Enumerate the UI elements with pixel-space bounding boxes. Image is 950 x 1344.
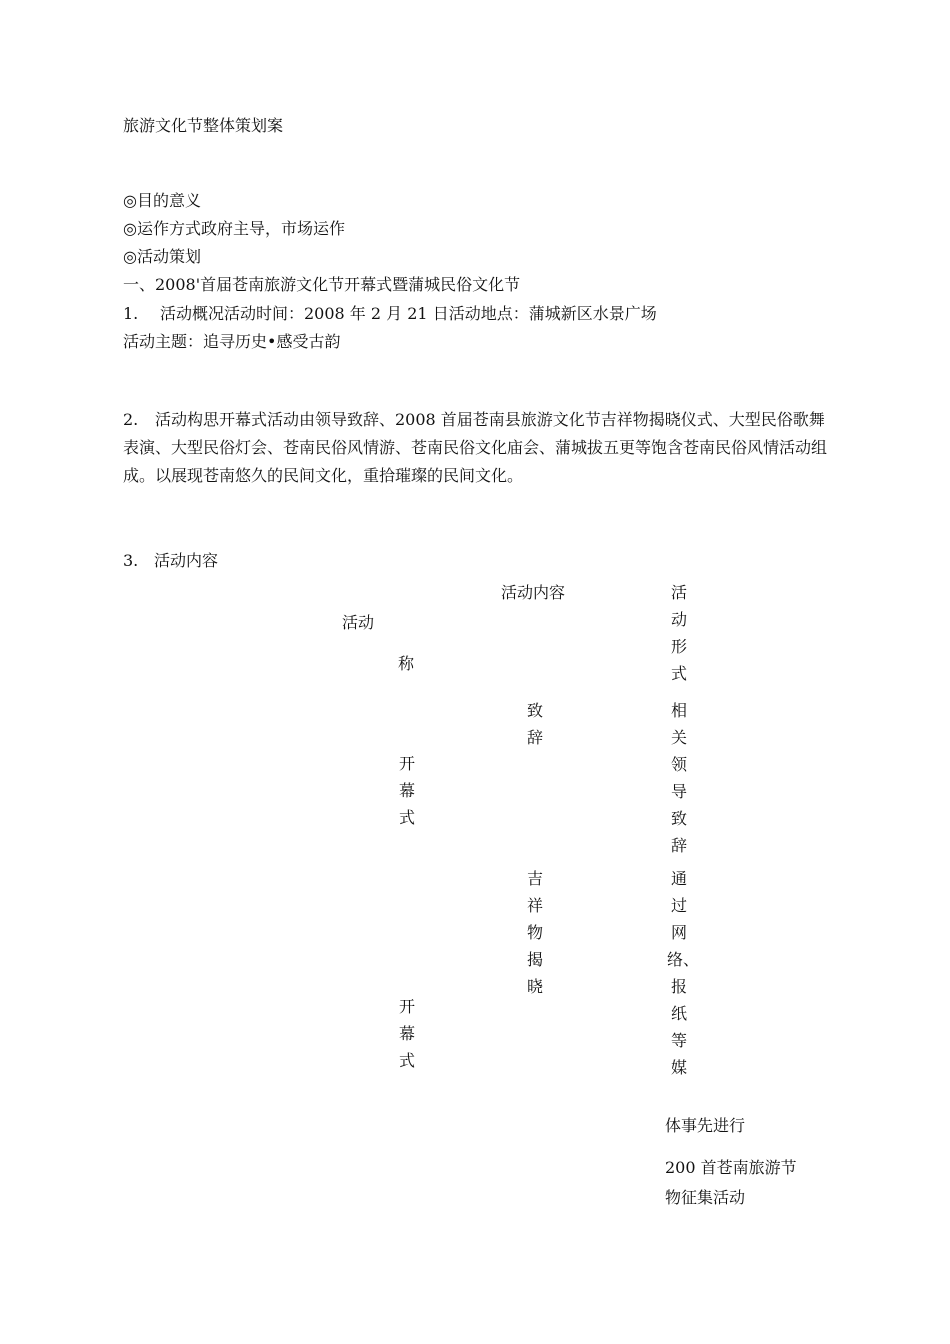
theme-line: 活动主题：追寻历史•感受古韵 xyxy=(123,332,341,351)
table-header-name-suffix: 称 xyxy=(398,654,415,673)
item-2-text: 活动构思开幕式活动由领导致辞、2008 首届苍南县旅游文化节吉祥物揭晓仪式、大型民俗歌舞表演、大型民俗灯会、苍南民俗风情游、苍南民俗文化庙会、蒲城拔五更等饱含苍南民俗风情活动组成。以展现苍南悠久的民间文化，重拾璀璨的民间文化。 xyxy=(123,410,828,485)
table-header-name: 活动 xyxy=(342,613,375,632)
page-title: 旅游文化节整体策划案 xyxy=(123,116,284,135)
bullet-planning: ◎活动策划 xyxy=(123,247,201,266)
row-2-form-line-3: 物征集活动 xyxy=(665,1188,746,1207)
item-3-number: 3. xyxy=(123,551,139,570)
row-2-content: 吉祥物揭晓 xyxy=(526,869,543,996)
row-1-form: 相关领导致辞 xyxy=(670,701,687,855)
row-2-name: 开幕式 xyxy=(398,997,415,1070)
bullet-purpose: ◎目的意义 xyxy=(123,191,201,210)
item-1-text: 活动概况活动时间：2008 年 2 月 21 日活动地点：蒲城新区水景广场 xyxy=(160,304,657,323)
row-2-form-line-1: 体事先进行 xyxy=(665,1116,746,1135)
item-3-text: 活动内容 xyxy=(154,551,219,570)
bullet-operation: ◎运作方式政府主导，市场运作 xyxy=(123,219,345,238)
section-heading: 一、2008'首届苍南旅游文化节开幕式暨蒲城民俗文化节 xyxy=(123,275,521,294)
row-2-form-line-2: 200 首苍南旅游节 xyxy=(665,1158,797,1177)
table-header-form: 活动形式 xyxy=(670,583,687,683)
item-2-number: 2. xyxy=(123,410,139,429)
table-header-content: 活动内容 xyxy=(501,583,566,602)
row-1-content: 致辞 xyxy=(526,701,543,747)
row-2-form-vertical: 通过网络、报纸等媒 xyxy=(667,869,700,1077)
row-1-name: 开幕式 xyxy=(398,754,415,827)
item-1-number: 1. xyxy=(123,304,139,323)
